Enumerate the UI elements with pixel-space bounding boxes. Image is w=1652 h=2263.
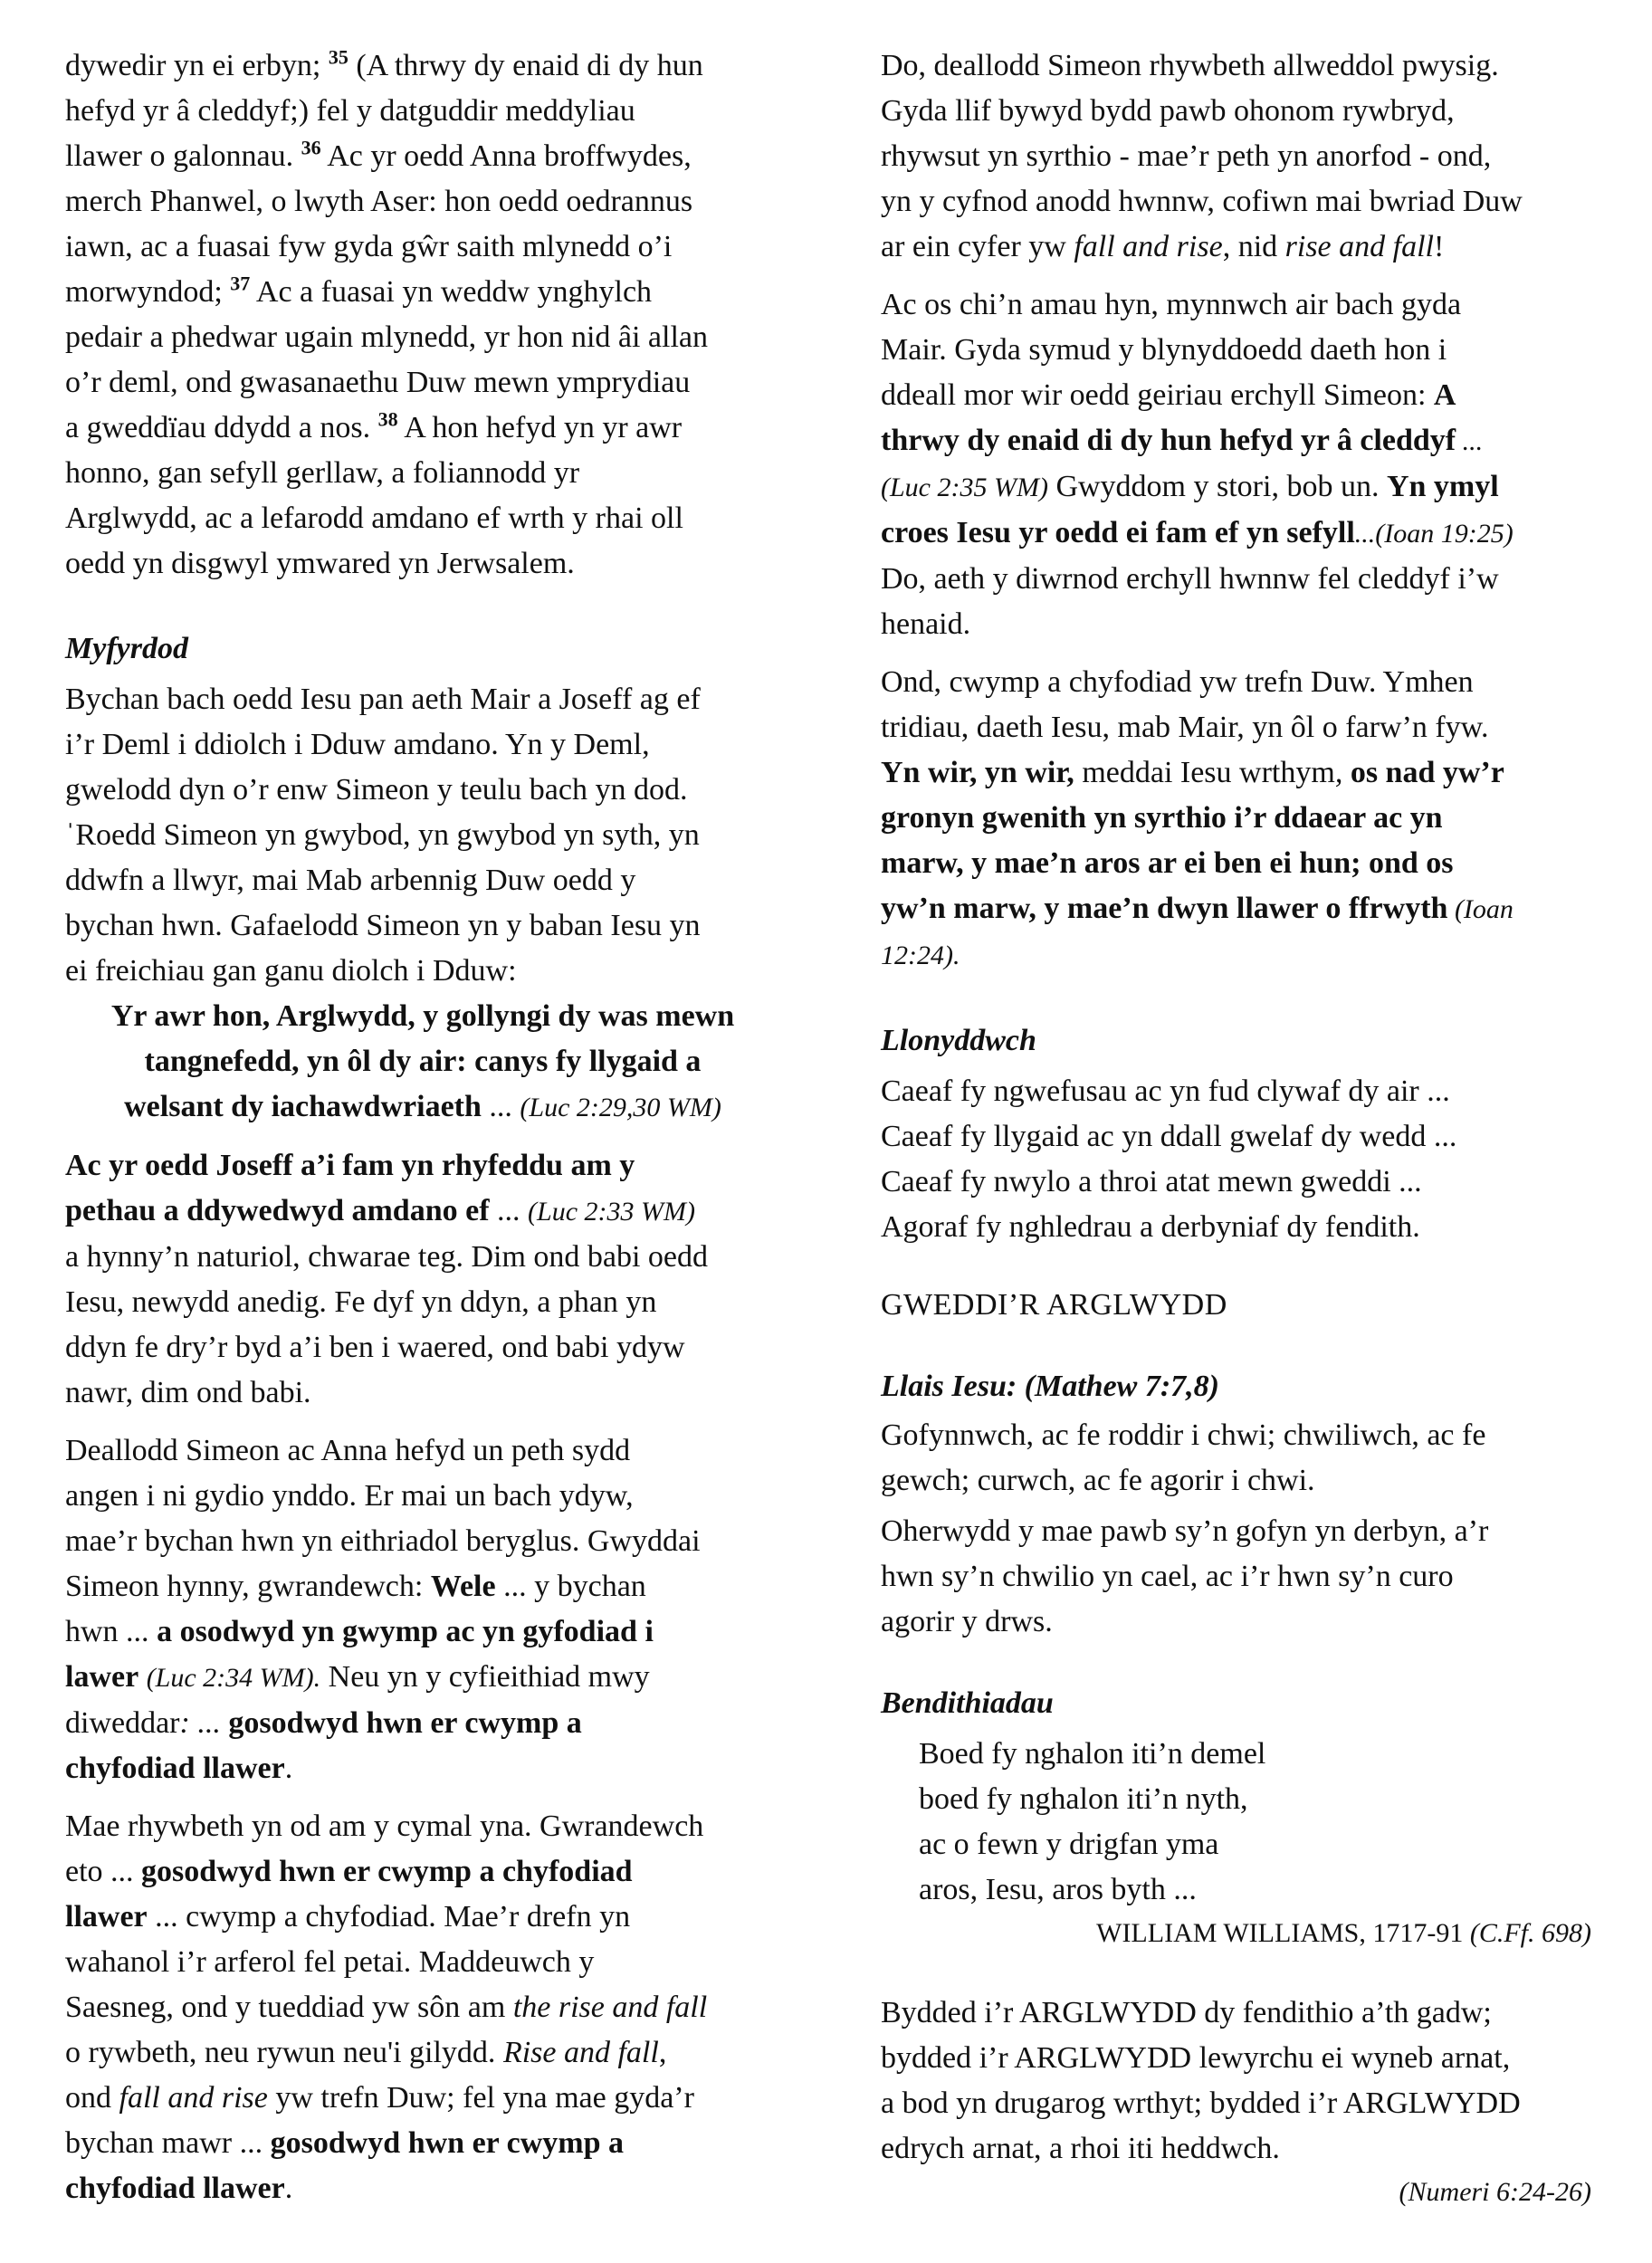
paragraph <box>881 1509 1591 1645</box>
hymn-line: aros, Iesu, aros byth ... <box>919 1873 1197 1906</box>
text-line: Caeaf fy llygaid ac yn ddall gwelaf dy wedd ... <box>881 1120 1457 1153</box>
text-line: Agoraf fy nghledrau a derbyniaf dy fendith. <box>881 1210 1420 1244</box>
text: ... <box>489 1194 529 1227</box>
text-line: Oherwydd y mae pawb sy’n gofyn yn derbyn, a’r <box>881 1514 1489 1548</box>
section-heading-bendithiadau: Bendithiadau <box>881 1686 1054 1720</box>
text: ddeall mor wir oedd geiriau erchyll Simeon: <box>881 378 1434 412</box>
bold-text: lawer <box>65 1660 139 1694</box>
text <box>138 1660 147 1694</box>
text: llawer o galonnau. <box>65 139 301 173</box>
text-line: ˈRoedd Simeon yn gwybod, yn gwybod yn syth, yn <box>65 818 700 852</box>
hymn-line: boed fy nghalon iti’n nyth, <box>919 1782 1248 1816</box>
text-line: Iesu, newydd anedig. Fe dyf yn ddyn, a phan yn <box>65 1285 657 1319</box>
quote-line: welsant dy iachawdwriaeth <box>124 1090 482 1123</box>
hymn-line: ac o fewn y drigfan yma <box>919 1828 1219 1861</box>
italic-text: rise and fall <box>1284 230 1434 263</box>
verse-number: 37 <box>230 272 251 295</box>
bold-text: pethau a ddywedwyd amdano ef <box>65 1194 490 1227</box>
text-line: a bod yn drugarog wrthyt; bydded i’r ARGLWYDD <box>881 2086 1521 2120</box>
text-line: i’r Deml i ddiolch i Dduw amdano. Yn y Deml, <box>65 728 650 761</box>
text-line: Bychan bach oedd Iesu pan aeth Mair a Joseff ag ef <box>65 683 701 716</box>
verse-number: 35 <box>328 45 349 69</box>
bold-text: llawer <box>65 1900 148 1934</box>
text-line: agorir y drws. <box>881 1605 1053 1638</box>
text-line: Caeaf fy ngwefusau ac yn fud clywaf dy air ... <box>881 1074 1450 1108</box>
citation: (Luc 2:35 WM) <box>881 473 1048 502</box>
text: a gweddïau ddydd a nos. <box>65 411 378 444</box>
italic-text: the rise and fall <box>512 1991 708 2024</box>
text-line: honno, gan sefyll gerllaw, a foliannodd yr <box>65 456 580 490</box>
text: bychan mawr ... <box>65 2126 271 2160</box>
text-line: Deallodd Simeon ac Anna hefyd un peth sydd <box>65 1434 631 1467</box>
bold-text: croes Iesu yr oedd ei fam ef yn sefyll <box>881 516 1355 549</box>
text-line: ddwfn a llwyr, mai Mab arbennig Duw oedd y <box>65 864 636 897</box>
bold-text: os nad yw’r <box>1350 756 1504 789</box>
quote-line: tangnefedd, yn ôl dy air: canys fy llygaid a <box>144 1045 702 1078</box>
text-line: Do, deallodd Simeon rhywbeth allweddol pwysig. <box>881 49 1499 82</box>
citation: 12:24). <box>881 941 960 970</box>
text: hwn ... <box>65 1615 158 1648</box>
bold-text: yw’n marw, y mae’n dwyn llawer o ffrwyth <box>881 892 1448 925</box>
block-quote <box>65 994 780 1131</box>
citation: (Luc 2:29,30 WM) <box>520 1093 721 1122</box>
section-heading-llais-iesu: Llais Iesu: (Mathew 7:7,8) <box>881 1370 1219 1403</box>
text-line: ei freichiau gan ganu diolch i Dduw: <box>65 954 517 988</box>
text: diweddar <box>65 1706 180 1740</box>
section-heading-llonyddwch: Llonyddwch <box>881 1024 1036 1057</box>
text-line: mae’r bychan hwn yn eithriadol beryglus. Gwyddai <box>65 1524 701 1558</box>
text: meddai Iesu wrthym <box>1074 756 1335 789</box>
text: ... cwymp a chyfodiad. Mae’r drefn yn <box>147 1900 631 1934</box>
bold-text: thrwy dy enaid di dy hun hefyd yr â cleddyf <box>881 424 1456 457</box>
section-heading-myfyrdod: Myfyrdod <box>65 632 188 665</box>
text: yw trefn Duw; fel yna mae gyda’r <box>267 2081 694 2115</box>
text-line: Bydded i’r ARGLWYDD dy fendithio a’th gadw; <box>881 1996 1492 2029</box>
text-line: edrych arnat, a rhoi iti heddwch. <box>881 2132 1280 2165</box>
paragraph <box>65 1428 780 1791</box>
text-line: oedd yn disgwyl ymwared yn Jerwsalem. <box>65 547 575 580</box>
text-line: hefyd yr â cleddyf;) fel y datguddir meddyliau <box>65 94 635 128</box>
verse-number: 38 <box>377 407 398 431</box>
bold-text: gosodwyd hwn er cwymp a <box>270 2126 625 2160</box>
bold-text: gosodwyd hwn er cwymp a <box>228 1706 582 1740</box>
paragraph <box>881 43 1591 270</box>
text: ... <box>481 1090 520 1123</box>
italic-text: : ... <box>179 1706 229 1740</box>
text-line: yn y cyfnod anodd hwnnw, cofiwn mai bwriad Duw <box>881 185 1523 218</box>
paragraph <box>65 1804 780 2211</box>
text: o rywbeth, neu rywun neu'i gilydd. <box>65 2036 503 2069</box>
text-line: bychan hwn. Gafaelodd Simeon yn y baban Iesu yn <box>65 909 701 942</box>
verse-number: 36 <box>301 136 321 159</box>
citation: (Luc 2:33 WM) <box>528 1197 695 1227</box>
text-line: rhywsut yn syrthio - mae’r peth yn anorfod - ond, <box>881 139 1492 173</box>
text: ond <box>65 2081 119 2115</box>
author: WILLIAM WILLIAMS, 1717-91 <box>1096 1918 1464 1948</box>
text-line: a hynny’n naturiol, chwarae teg. Dim ond babi oedd <box>65 1240 709 1274</box>
text: dywedir yn ei erbyn; <box>65 49 329 82</box>
text-line: Arglwydd, ac a lefarodd amdano ef wrth y rhai oll <box>65 501 683 535</box>
text: ... <box>1456 426 1484 456</box>
text-line: Caeaf fy nwylo a throi atat mewn gweddi ... <box>881 1165 1422 1198</box>
text: (A thrwy dy enaid di dy hun <box>348 49 703 82</box>
text-line: Mae rhywbeth yn od am y cymal yna. Gwrandewch <box>65 1809 704 1843</box>
bold-text: Wele <box>430 1570 496 1603</box>
bold-text: chyfodiad llawer <box>65 2172 285 2205</box>
italic-text: , <box>1334 756 1351 789</box>
text-line: Gyda llif bywyd bydd pawb ohonom rywbryd, <box>881 94 1455 128</box>
paragraph <box>65 1143 780 1416</box>
text-line: hwn sy’n chwilio yn cael, ac i’r hwn sy’n curo <box>881 1560 1454 1593</box>
text-line: bydded i’r ARGLWYDD lewyrchu ei wyneb arnat, <box>881 2041 1511 2075</box>
paragraph <box>881 282 1591 647</box>
text-line: Gofynnwch, ac fe roddir i chwi; chwiliwch, ac fe <box>881 1418 1486 1452</box>
lords-prayer-heading: GWEDDI’R ARGLWYDD <box>881 1288 1227 1322</box>
italic-text: fall and rise <box>1074 230 1223 263</box>
text: Simeon hynny, gwrandewch: <box>65 1570 431 1603</box>
bold-text: chyfodiad llawer <box>65 1752 285 1785</box>
text: A hon hefyd yn yr awr <box>397 411 683 444</box>
citation: (C.Ff. 698) <box>1463 1918 1591 1948</box>
text-line: henaid. <box>881 607 971 641</box>
text-line: wahanol i’r arferol fel petai. Maddeuwch y <box>65 1945 595 1979</box>
hymn-attribution <box>881 1913 1591 1954</box>
text-line: gewch; curwch, ac fe agorir i chwi. <box>881 1464 1315 1497</box>
text: eto ... <box>65 1855 142 1888</box>
citation: ...(Ioan 19:25) <box>1354 519 1514 549</box>
citation: (Luc 2:34 WM). <box>146 1663 321 1693</box>
text: ! <box>1433 230 1445 263</box>
text-line: Mair. Gyda symud y blynyddoedd daeth hon i <box>881 333 1447 367</box>
text-line: merch Phanwel, o lwyth Aser: hon oedd oedrannus <box>65 185 693 218</box>
text: Saesneg, ond y tueddiad yw sôn am <box>65 1991 513 2024</box>
scripture-passage <box>65 43 780 587</box>
text-line: Ond, cwymp a chyfodiad yw trefn Duw. Ymhen <box>881 665 1474 699</box>
bold-text: Yn ymyl <box>1386 470 1499 503</box>
text-line: gwelodd dyn o’r enw Simeon y teulu bach yn dod. <box>65 773 688 807</box>
meditation-lines <box>881 1069 1591 1250</box>
text: , <box>658 2036 667 2069</box>
text: , nid <box>1222 230 1285 263</box>
italic-text: Rise and fall <box>502 2036 659 2069</box>
text: morwyndod; <box>65 275 231 309</box>
bold-text: Ac yr oedd Joseff a’i fam yn rhyfeddu am y <box>65 1149 635 1182</box>
bold-text: a osodwyd yn gwymp ac yn gyfodiad i <box>157 1615 654 1648</box>
bold-text: gronyn gwenith yn syrthio i’r ddaear ac yn <box>881 801 1443 835</box>
text-line: Ac os chi’n amau hyn, mynnwch air bach gyda <box>881 288 1462 321</box>
text-line: nawr, dim ond babi. <box>65 1376 311 1409</box>
text: Neu yn y cyfieithiad mwy <box>320 1660 650 1694</box>
bold-text: marw, y mae’n aros ar ei ben ei hun; ond os <box>881 846 1454 880</box>
text-line: iawn, ac a fuasai fyw gyda gŵr saith mlynedd o’i <box>65 230 673 263</box>
paragraph <box>881 1413 1591 1504</box>
text: . <box>284 1752 293 1785</box>
text: Gwyddom y stori, bob un. <box>1047 470 1387 503</box>
italic-text: fall and rise <box>119 2081 268 2115</box>
blessing <box>881 1991 1591 2172</box>
quote-line: Yr awr hon, Arglwydd, y gollyngi dy was mewn <box>110 999 735 1033</box>
bold-text: A <box>1433 378 1456 412</box>
text-line: Do, aeth y diwrnod erchyll hwnnw fel cleddyf i’w <box>881 562 1499 596</box>
bold-text: gosodwyd hwn er cwymp a chyfodiad <box>141 1855 633 1888</box>
right-column <box>881 43 1591 2213</box>
text-line: tridiau, daeth Iesu, mab Mair, yn ôl o farw’n fyw. <box>881 711 1489 744</box>
text: . <box>284 2172 293 2205</box>
text: ar ein cyfer yw <box>881 230 1074 263</box>
text: Ac yr oedd Anna broffwydes, <box>320 139 692 173</box>
text-line: ddyn fe dry’r byd a’i ben i waered, ond babi ydyw <box>65 1331 685 1364</box>
paragraph <box>65 677 780 994</box>
bold-text: Yn wir, yn wir, <box>881 756 1074 789</box>
text: ... y bychan <box>495 1570 646 1603</box>
citation: (Ioan <box>1447 894 1514 924</box>
hymn-verse <box>881 1732 1591 1913</box>
hymn-line: Boed fy nghalon iti’n demel <box>919 1737 1266 1771</box>
blessing-citation: (Numeri 6:24-26) <box>1399 2177 1591 2207</box>
text: Ac a fuasai yn weddw ynghylch <box>250 275 653 309</box>
text-line: o’r deml, ond gwasanaethu Duw mewn ymprydiau <box>65 366 691 399</box>
text-line: pedair a phedwar ugain mlynedd, yr hon nid âi allan <box>65 320 708 354</box>
left-column <box>65 43 780 2211</box>
text-line: angen i ni gydio ynddo. Er mai un bach ydyw, <box>65 1479 634 1513</box>
paragraph <box>881 660 1591 979</box>
